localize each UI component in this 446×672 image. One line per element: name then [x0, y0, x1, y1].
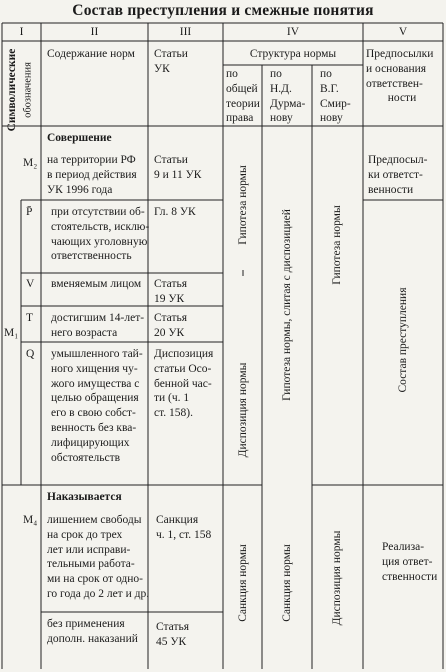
header-articles-line2: УК	[154, 63, 170, 75]
row7-articles: Статья 45 УК	[156, 621, 190, 648]
page-title: Состав преступления и смежные понятия	[72, 2, 374, 19]
header-symbolic-line1: Символические	[6, 48, 18, 132]
vertical-sanction-durmanov: Санкция нормы	[281, 544, 293, 622]
symbol-m1: M₁	[4, 327, 19, 339]
commission-title: Совершение	[47, 132, 112, 144]
column-number-5: V	[398, 26, 408, 38]
row6-articles: Санкция ч. 1, ст. 158	[156, 514, 212, 541]
row6-content: лишением свободы на срок до трех лет или исправи- тельными работа- ми на срок от одно- го года до 2 лет и др.	[47, 514, 150, 600]
header-content: Содержание норм	[47, 48, 135, 60]
header-symbolic-line2: обозначения	[22, 62, 34, 118]
column-number-1: I	[19, 26, 24, 38]
symbol-m4: M₄	[23, 514, 38, 526]
prerequisites-of-responsibility: Предпосыл- ки ответст- венности	[368, 154, 428, 196]
symbol-p: P̄	[26, 206, 33, 218]
column-number-2: II	[90, 26, 99, 38]
punishment-title: Наказывается	[47, 491, 122, 503]
row5-articles: Диспозиция статьи Осо- бенной час- ти (ч. 1 ст. 158).	[154, 348, 214, 420]
vertical-disposition-general: Диспозиция нормы	[237, 362, 249, 458]
subheader-durmanov: по Н.Д. Дурма- нову	[270, 68, 306, 125]
symbol-m2: M₂	[23, 157, 38, 169]
row1-content: на территории РФ в период действия УК 1996 года	[47, 154, 137, 196]
subheader-smirnov: по В.Г. Смир- нову	[320, 68, 351, 125]
header-structure: Структура нормы	[249, 48, 337, 60]
row7-content: без применения дополн. наказаний	[47, 618, 138, 645]
header-articles-line1: Статьи	[154, 48, 188, 60]
row4-articles: Статья 20 УК	[154, 312, 188, 339]
realization-of-responsibility: Реализа- ция ответ- ственности	[382, 541, 438, 583]
vertical-disposition-smirnov: Диспозиция нормы	[331, 530, 343, 626]
vertical-crime-composition: Состав преступления	[397, 287, 409, 393]
symbol-t: T	[26, 312, 34, 324]
column-number-3: III	[179, 26, 192, 38]
vertical-hypothesis-general: Гипотеза нормы	[237, 165, 249, 245]
row2-content: при отсутствии об- стоятельств, исклю- чающих уголовную ответственность	[51, 206, 150, 263]
vertical-sanction-general: Санкция нормы	[237, 544, 249, 622]
vertical-hypothesis-smirnov: Гипотеза нормы	[331, 205, 343, 285]
header-prerequisites: Предпосылки и основания ответствен- ности	[366, 48, 434, 105]
row3-content: вменяемым лицом	[51, 278, 142, 290]
row1-articles: Статьи 9 и 11 УК	[154, 154, 202, 181]
row2-articles: Гл. 8 УК	[154, 206, 196, 218]
row5-content: умышленного тай- ного хищения чу- жого имущества с целью обращения его в свою собст- венность без ква- лифицирующих обстоятельств	[51, 348, 143, 464]
subheader-general-theory: по общей теории права	[226, 68, 260, 125]
row3-articles: Статья 19 УК	[154, 278, 188, 305]
symbol-q: Q	[26, 348, 35, 360]
row4-content: достигшим 14-лет- него возраста	[51, 312, 145, 339]
column-number-4: IV	[286, 26, 300, 38]
symbol-v: V	[26, 278, 35, 290]
vertical-hypothesis-durmanov: Гипотеза нормы, слитая с диспозицией	[281, 209, 293, 401]
